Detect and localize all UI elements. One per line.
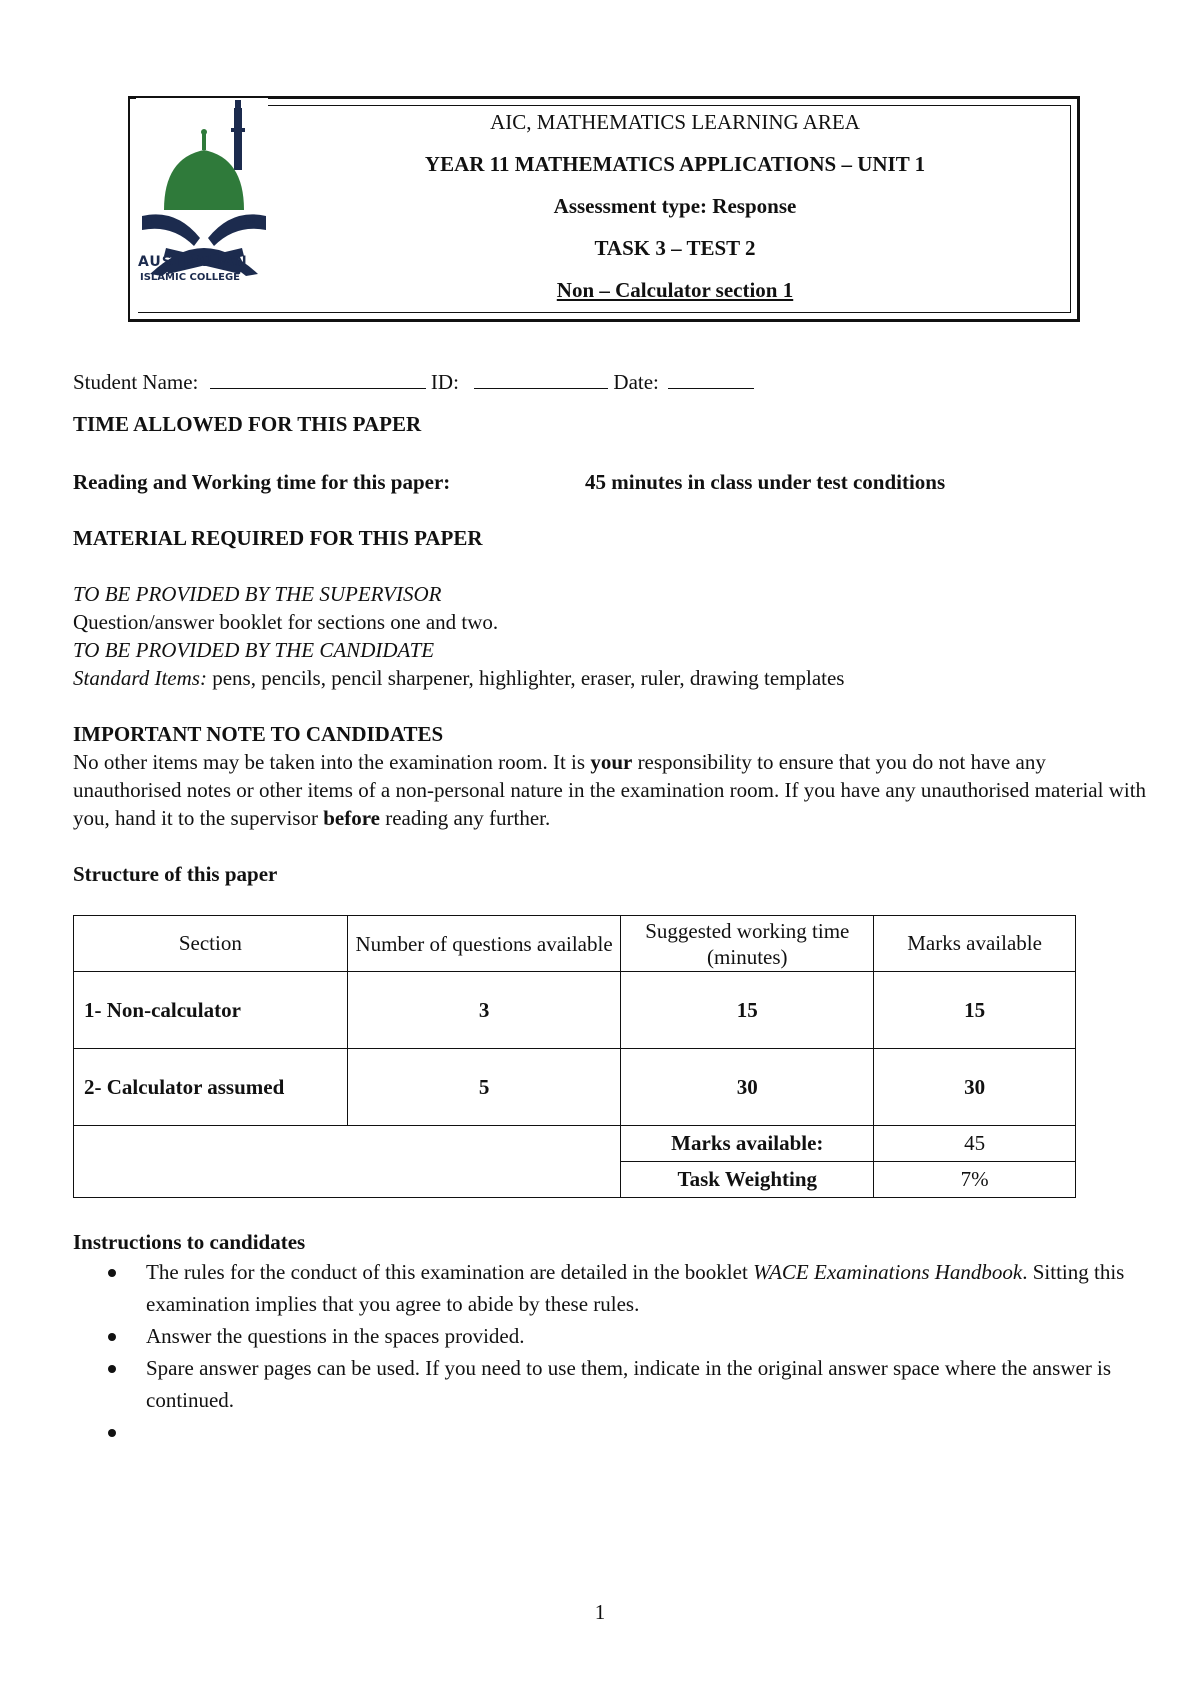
bullet-icon <box>108 1333 116 1341</box>
student-id-field[interactable] <box>474 370 608 389</box>
summary-value: 45 <box>874 1126 1076 1162</box>
logo-name-line1: AUSTRALIAN <box>138 254 248 270</box>
note-emphasis-before: before <box>323 806 380 830</box>
standard-items-list: pens, pencils, pencil sharpener, highlighter, eraser, ruler, drawing templates <box>206 666 845 690</box>
list-item <box>106 1352 1146 1416</box>
student-name-label: Student Name: <box>73 370 199 394</box>
student-name-field[interactable] <box>210 370 426 389</box>
bullet-icon <box>108 1269 116 1277</box>
summary-label: Marks available: <box>621 1126 874 1162</box>
handbook-title: WACE Examinations Handbook <box>753 1260 1023 1284</box>
table-header-cell: Suggested working time (minutes) <box>621 916 874 972</box>
table-cell: 30 <box>874 1049 1076 1126</box>
note-text-3: reading any further. <box>379 806 551 830</box>
table-cell: 15 <box>874 972 1076 1049</box>
standard-items-label: Standard Items: <box>73 666 207 690</box>
standard-items-line <box>73 666 844 691</box>
time-label: Reading and Working time for this paper: <box>73 470 451 494</box>
bullet-icon <box>108 1429 116 1437</box>
student-details-line <box>73 370 754 395</box>
table-header-cell: Section <box>74 916 348 972</box>
date-field[interactable] <box>668 370 754 389</box>
logo-year-text: 1998 <box>240 218 256 225</box>
time-heading: TIME ALLOWED FOR THIS PAPER <box>73 412 422 436</box>
table-cell: 1- Non-calculator <box>74 972 348 1049</box>
header-line-course: YEAR 11 MATHEMATICS APPLICATIONS – UNIT 1 <box>424 152 926 176</box>
table-cell: 30 <box>621 1049 874 1126</box>
header-line-learning-area: AIC, MATHEMATICS LEARNING AREA <box>490 110 860 134</box>
table-summary-row <box>74 1126 1076 1162</box>
table-cell: 2- Calculator assumed <box>74 1049 348 1126</box>
date-label: Date: <box>613 370 659 394</box>
time-value: 45 minutes in class under test conditions <box>585 470 946 494</box>
header-line-section <box>275 278 1075 303</box>
note-paragraph <box>73 748 1148 832</box>
supervisor-heading: TO BE PROVIDED BY THE SUPERVISOR <box>73 582 442 606</box>
college-logo <box>136 98 268 286</box>
table-cell: 15 <box>621 972 874 1049</box>
table-header-row <box>74 916 1076 972</box>
header-section-title: Non – Calculator section 1 <box>556 278 794 302</box>
list-item <box>106 1320 1146 1352</box>
table-row <box>74 1049 1076 1126</box>
table-header-cell: Marks available <box>874 916 1076 972</box>
material-heading: MATERIAL REQUIRED FOR THIS PAPER <box>73 526 483 550</box>
student-id-label: ID: <box>430 370 459 394</box>
table-cell: 5 <box>347 1049 621 1126</box>
table-row <box>74 972 1076 1049</box>
table-header-cell: Number of questions available <box>347 916 621 972</box>
instruction-text: The rules for the conduct of this examination are detailed in the booklet <box>146 1260 754 1284</box>
note-emphasis-your: your <box>590 750 633 774</box>
table-cell: 3 <box>347 972 621 1049</box>
header-line-task: TASK 3 – TEST 2 <box>594 236 756 260</box>
note-text-2: responsibility to ensure that you do not have any unauthorised notes or other items of a non-personal nature in the examination room. If you have any unauthorised material with you, hand it to the supervisor <box>73 750 1147 830</box>
instruction-text: Answer the questions in the spaces provided. <box>146 1324 525 1348</box>
note-heading: IMPORTANT NOTE TO CANDIDATES <box>73 722 444 746</box>
instruction-text: . Sitting this examination implies that you agree to abide by these rules. <box>146 1260 1125 1316</box>
summary-value: 7% <box>874 1162 1076 1198</box>
candidate-heading: TO BE PROVIDED BY THE CANDIDATE <box>73 638 435 662</box>
instructions-list <box>106 1256 1146 1448</box>
table-empty-cell <box>74 1126 621 1198</box>
logo-name-line2: ISLAMIC COLLEGE <box>140 272 240 283</box>
structure-heading: Structure of this paper <box>73 862 278 886</box>
supervisor-item: Question/answer booklet for sections one and two. <box>73 610 499 634</box>
bullet-icon <box>108 1365 116 1373</box>
list-item <box>106 1256 1146 1320</box>
logo-est-text: EST. <box>142 218 155 225</box>
instructions-heading: Instructions to candidates <box>73 1230 306 1254</box>
instruction-text: Spare answer pages can be used. If you need to use them, indicate in the original answer space where the answer is continued. <box>146 1356 1112 1412</box>
structure-table <box>73 915 1076 1198</box>
header-line-assessment-type: Assessment type: Response <box>553 194 797 218</box>
note-text-1: No other items may be taken into the examination room. It is <box>73 750 591 774</box>
list-item <box>106 1416 1146 1448</box>
summary-label: Task Weighting <box>621 1162 874 1198</box>
page-number: 1 <box>594 1600 606 1624</box>
